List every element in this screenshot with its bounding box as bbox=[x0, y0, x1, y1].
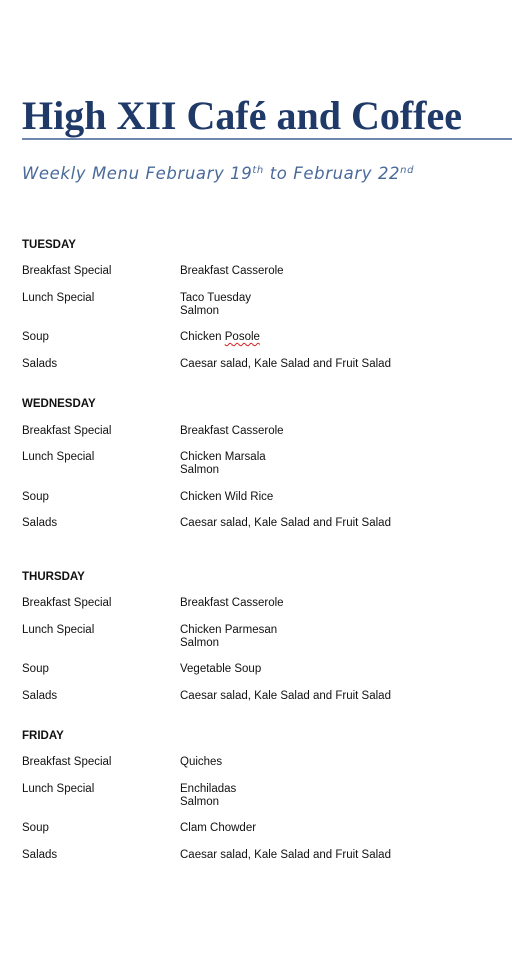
row-label-breakfast: Breakfast Special bbox=[22, 756, 112, 768]
menu-item: Taco Tuesday bbox=[180, 292, 251, 304]
day-heading-friday: FRIDAY bbox=[22, 730, 64, 742]
menu-item: Caesar salad, Kale Salad and Fruit Salad bbox=[180, 849, 391, 861]
subtitle-main: Weekly Menu February 19 bbox=[22, 164, 253, 183]
row-value-soup bbox=[180, 822, 256, 835]
menu-item: Chicken Wild Rice bbox=[180, 491, 274, 503]
row-label-salads: Salads bbox=[22, 690, 58, 702]
menu-item: Salmon bbox=[180, 464, 219, 476]
menu-item: Breakfast Casserole bbox=[180, 425, 284, 437]
row-value-lunch bbox=[180, 624, 277, 650]
row-label-lunch: Lunch Special bbox=[22, 292, 95, 304]
day-heading-thursday: THURSDAY bbox=[22, 571, 85, 583]
day-heading-wednesday: WEDNESDAY bbox=[22, 398, 96, 410]
row-label-breakfast: Breakfast Special bbox=[22, 265, 112, 277]
title-divider bbox=[22, 138, 512, 140]
menu-item: Vegetable Soup bbox=[180, 663, 262, 675]
menu-item: Quiches bbox=[180, 756, 223, 768]
row-value-breakfast bbox=[180, 597, 284, 610]
row-value-soup bbox=[180, 331, 260, 344]
row-label-soup: Soup bbox=[22, 822, 49, 834]
menu-item: Chicken Posole bbox=[180, 331, 260, 343]
row-label-breakfast: Breakfast Special bbox=[22, 425, 112, 437]
menu-item: Caesar salad, Kale Salad and Fruit Salad bbox=[180, 358, 391, 370]
menu-item: Breakfast Casserole bbox=[180, 597, 284, 609]
row-value-soup bbox=[180, 491, 273, 504]
menu-date-range bbox=[22, 162, 414, 186]
menu-item: Salmon bbox=[180, 305, 219, 317]
menu-item: Caesar salad, Kale Salad and Fruit Salad bbox=[180, 517, 391, 529]
menu-item: Chicken Parmesan bbox=[180, 624, 278, 636]
menu-item: Clam Chowder bbox=[180, 822, 257, 834]
row-value-breakfast bbox=[180, 756, 222, 769]
menu-item: Caesar salad, Kale Salad and Fruit Salad bbox=[180, 690, 391, 702]
menu-item: Salmon bbox=[180, 796, 219, 808]
day-heading-tuesday: TUESDAY bbox=[22, 239, 76, 251]
row-label-breakfast: Breakfast Special bbox=[22, 597, 112, 609]
row-label-lunch: Lunch Special bbox=[22, 783, 95, 795]
page-title: High XII Café and Coffee bbox=[22, 93, 462, 138]
row-value-salads bbox=[180, 849, 391, 862]
menu-item: Chicken Marsala bbox=[180, 451, 266, 463]
row-label-soup: Soup bbox=[22, 663, 49, 675]
row-label-salads: Salads bbox=[22, 358, 58, 370]
menu-item: Salmon bbox=[180, 637, 219, 649]
row-value-lunch bbox=[180, 292, 251, 318]
row-value-breakfast bbox=[180, 265, 284, 278]
spellcheck-underline: Posole bbox=[224, 331, 260, 343]
row-value-salads bbox=[180, 517, 391, 530]
row-value-salads bbox=[180, 358, 391, 371]
subtitle-middle: to February 22 bbox=[263, 164, 401, 183]
menu-item: Enchiladas bbox=[180, 783, 237, 795]
row-label-lunch: Lunch Special bbox=[22, 451, 95, 463]
row-value-lunch bbox=[180, 783, 236, 809]
row-value-lunch bbox=[180, 451, 266, 477]
row-label-salads: Salads bbox=[22, 849, 58, 861]
row-label-salads: Salads bbox=[22, 517, 58, 529]
subtitle-ordinal-end: nd bbox=[400, 165, 415, 176]
row-label-soup: Soup bbox=[22, 331, 49, 343]
row-label-soup: Soup bbox=[22, 491, 49, 503]
row-value-soup bbox=[180, 663, 261, 676]
row-label-lunch: Lunch Special bbox=[22, 624, 95, 636]
row-value-breakfast bbox=[180, 425, 284, 438]
subtitle-ordinal-start: th bbox=[252, 165, 264, 176]
menu-item: Breakfast Casserole bbox=[180, 265, 284, 277]
row-value-salads bbox=[180, 690, 391, 703]
